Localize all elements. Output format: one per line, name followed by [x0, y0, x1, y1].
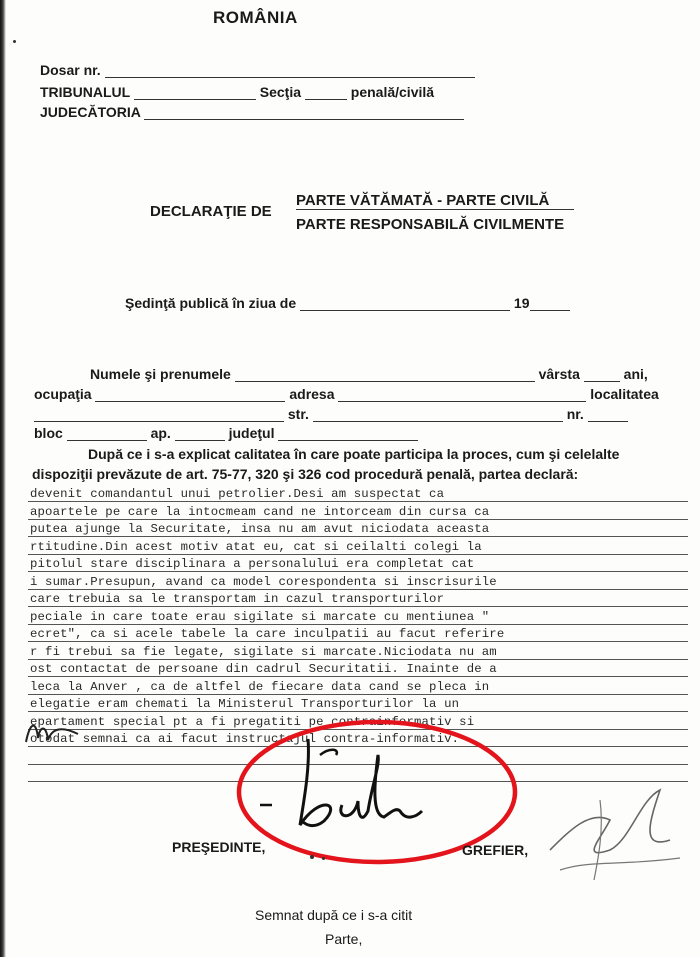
session-label: Şedinţă publică în ziua de	[125, 295, 297, 311]
court-blank	[144, 106, 464, 120]
scan-left-edge	[0, 0, 6, 957]
ruled-line	[28, 659, 688, 660]
age-blank	[584, 368, 620, 382]
session-date-blank	[300, 297, 510, 311]
apartment-blank	[175, 427, 225, 441]
apartment-label: ap.	[150, 425, 171, 441]
ruled-line	[28, 676, 688, 677]
ruled-line	[28, 519, 688, 520]
criminal-civil-label: penală/civilă	[350, 84, 435, 100]
block-label: bloc	[34, 425, 63, 441]
ruled-line	[28, 624, 688, 625]
session-year: 19	[513, 295, 530, 311]
court-label: JUDECĂTORIA	[40, 104, 141, 120]
ruled-line	[28, 501, 688, 502]
number-label: nr.	[566, 406, 584, 422]
statement-line: rtitudine.Din acest motiv atat eu, cat si ceilalti colegi la	[30, 539, 482, 554]
scan-speck	[322, 857, 325, 860]
street-label: str.	[287, 406, 309, 422]
statement-line: devenit comandantul unui petrolier.Desi am suspectat ca	[30, 487, 445, 501]
tribunal-blank	[134, 86, 256, 100]
session-row	[125, 295, 570, 311]
occupation-label: ocupaţia	[34, 386, 92, 402]
declaration-option-civil-party: PARTE RESPONSABILĂ CIVILMENTE	[296, 216, 565, 233]
ruled-line	[28, 536, 688, 537]
name-label: Numele şi prenumele	[90, 366, 231, 382]
name-row	[90, 366, 648, 382]
ruled-line	[28, 554, 688, 555]
statement-line: ecret", ca si acele tabele la care inculpatii au facut referire	[30, 627, 505, 641]
age-label: vârsta	[538, 366, 580, 382]
statement-line: apoartele pe care la intocmeam cand ne intorceam din cursa ca	[30, 504, 490, 519]
president-label: PREŞEDINTE,	[172, 839, 266, 855]
occupation-blank	[95, 388, 285, 402]
section-label: Secţia	[259, 84, 301, 100]
statement-line: peciale in care toate erau sigilate si marcate cu mentiunea "	[30, 609, 490, 624]
clerk-signature	[540, 780, 690, 890]
margin-scribble-mark	[22, 712, 82, 752]
signed-after-reading-label: Semnat după ce i s-a citit	[255, 907, 413, 923]
case-number-blank	[105, 64, 475, 78]
tribunal-label: TRIBUNALUL	[40, 84, 130, 100]
ruled-line	[28, 589, 688, 590]
number-blank	[588, 408, 628, 422]
county-label: judeţul	[228, 425, 275, 441]
occupation-row	[34, 386, 659, 402]
declaration-prefix: DECLARAŢIE DE	[150, 203, 272, 220]
declaration-option-injured-party: PARTE VĂTĂMATĂ - PARTE CIVILĂ	[296, 192, 574, 210]
statement-line: pitolul stare disciplinara a personalului era completat cat	[30, 557, 475, 571]
years-label: ani,	[623, 366, 648, 382]
scan-speck	[13, 40, 16, 43]
ruled-line	[28, 606, 688, 607]
locality-label: localitatea	[590, 386, 659, 402]
party-label: Parte,	[325, 931, 363, 947]
statement-line: epartament special pt a fi pregatiti pe contrainformativ si	[30, 714, 475, 729]
court-row	[40, 104, 464, 120]
country-title: ROMÂNIA	[213, 8, 298, 27]
name-blank	[235, 368, 535, 382]
case-number-row	[40, 62, 475, 78]
ruled-line	[28, 641, 688, 642]
statement-line: i sumar.Presupun, avand ca model corespondenta si inscrisurile	[30, 574, 497, 589]
address-label: adresa	[289, 386, 335, 402]
clerk-label: GREFIER,	[462, 842, 529, 858]
statement-line: care trebuia sa le transportam in cazul transporturilor	[30, 592, 445, 606]
county-blank	[278, 427, 418, 441]
scan-speck	[310, 855, 314, 859]
block-row	[34, 425, 418, 441]
address-blank	[338, 388, 586, 402]
intro-line-1: După ce i s-a explicat calitatea în care poate participa la proces, cum şi celelalte	[88, 446, 620, 462]
block-blank	[67, 427, 147, 441]
locality-blank	[34, 408, 284, 422]
statement-line: otodat semnai ca ai facut instructajul contra-informativ.	[30, 732, 460, 746]
section-blank	[305, 86, 347, 100]
case-number-label: Dosar nr.	[40, 62, 101, 78]
statement-line: r fi trebui sa fie legate, sigilate si marcate.Niciodata nu am	[30, 644, 497, 659]
ruled-line	[28, 571, 688, 572]
statement-line: elegatie eram chemati la Ministerul Transporturilor la un	[30, 697, 460, 711]
tribunal-row	[40, 84, 434, 100]
statement-line: ost contactat de persoane din cadrul Securitatii. Inainte de a	[30, 662, 497, 676]
ruled-line	[28, 694, 688, 695]
statement-line: putea ajunge la Securitate, insa nu am avut niciodata aceasta	[30, 522, 490, 536]
street-blank	[313, 408, 563, 422]
street-row	[34, 406, 628, 422]
session-year-blank	[530, 297, 570, 311]
intro-line-2: dispoziţii prevăzute de art. 75-77, 320 şi 326 cod procedură penală, partea declară:	[32, 466, 579, 482]
statement-line: leca la Anver , ca de altfel de fiecare data cand se pleca in	[30, 679, 490, 694]
